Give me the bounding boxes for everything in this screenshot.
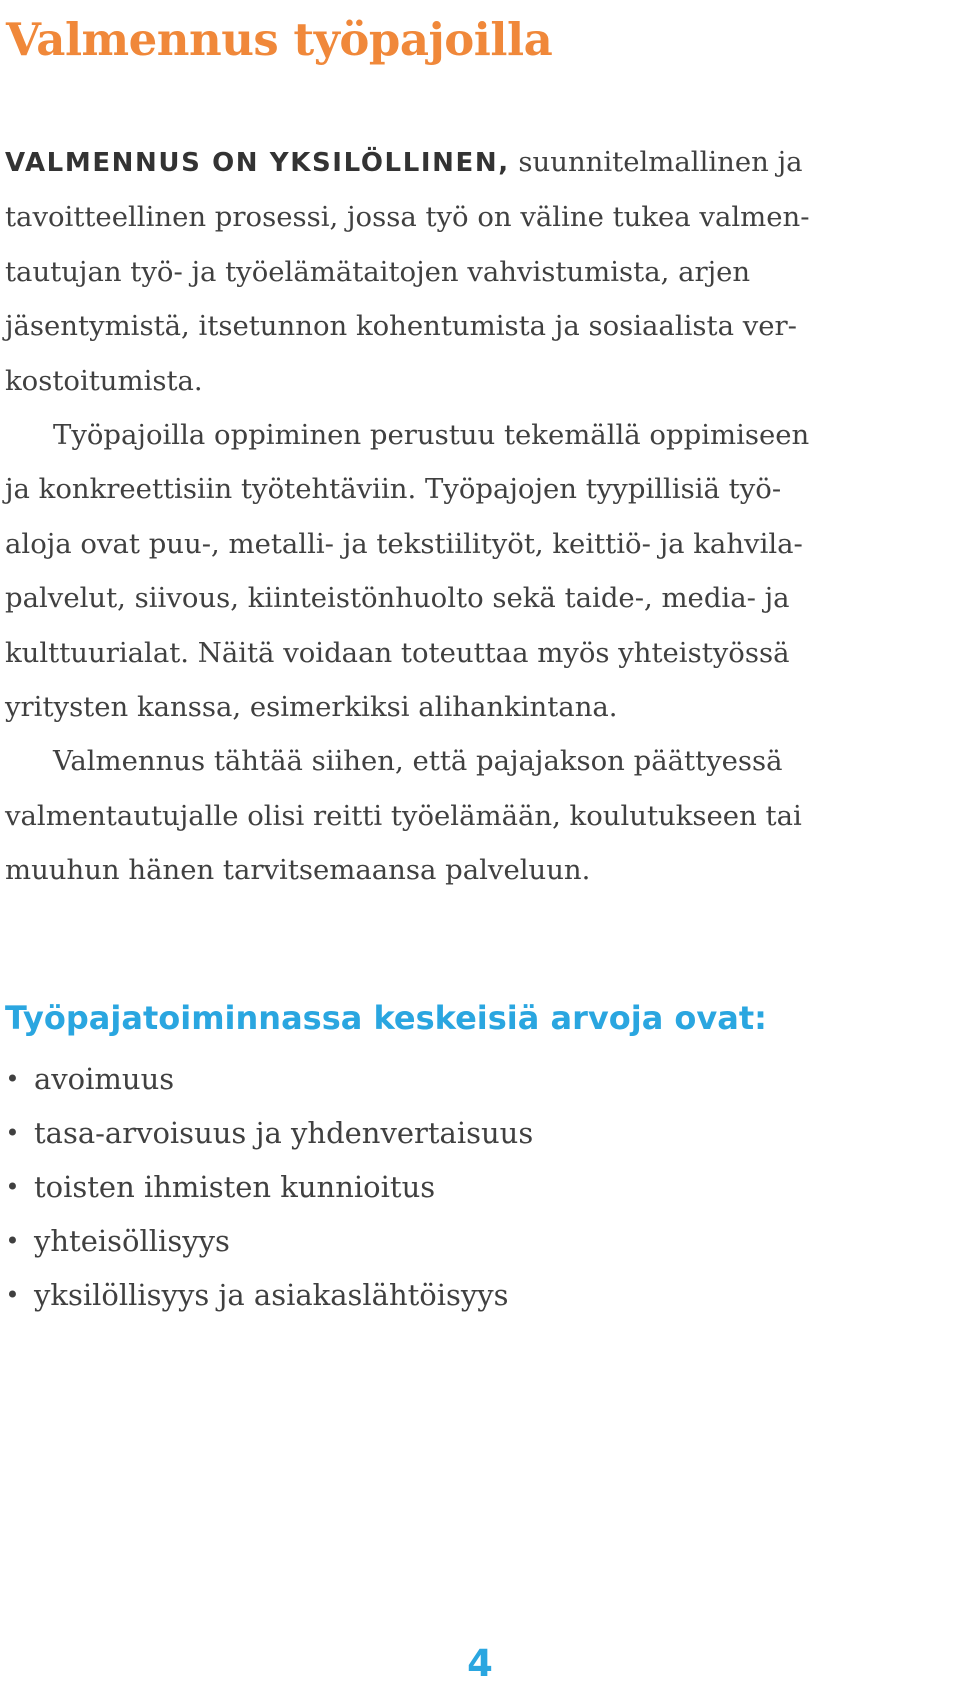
list-item bbox=[5, 1160, 955, 1214]
intro-line-4: jäsentymistä, itsetunnon kohentumista ja sosiaalista ver- bbox=[5, 310, 797, 343]
list-item bbox=[5, 1214, 955, 1268]
page-number: 4 bbox=[467, 1642, 493, 1685]
intro-line-2: tavoitteellinen prosessi, jossa työ on väline tukea valmen- bbox=[5, 201, 810, 234]
bullet-icon: • bbox=[5, 1173, 20, 1201]
intro-line-1 bbox=[5, 135, 955, 190]
values-heading: Työpajatoiminnassa keskeisiä arvoja ovat: bbox=[5, 999, 767, 1037]
intro-line-9: palvelut, siivous, kiinteistönhuolto sekä taide-, media- ja bbox=[5, 582, 790, 615]
list-item-text: toisten ihmisten kunnioitus bbox=[34, 1170, 436, 1204]
intro-paragraph bbox=[5, 135, 955, 898]
bullet-icon: • bbox=[5, 1281, 20, 1309]
intro-line-14: muuhun hänen tarvitsemaansa palveluun. bbox=[5, 854, 591, 887]
page-title: Valmennus työpajoilla bbox=[6, 13, 553, 66]
intro-line-10: kulttuurialat. Näitä voidaan toteuttaa myös yhteistyössä bbox=[5, 636, 790, 669]
intro-line-8: aloja ovat puu-, metalli- ja tekstiilityöt, keittiö- ja kahvila- bbox=[5, 527, 803, 560]
list-item-text: yhteisöllisyys bbox=[34, 1224, 230, 1258]
intro-line-1-text: suunnitelmallinen ja bbox=[509, 146, 803, 178]
intro-line-5: kostoitumista. bbox=[5, 364, 203, 397]
bullet-icon: • bbox=[5, 1227, 20, 1255]
list-item-text: avoimuus bbox=[34, 1062, 175, 1096]
intro-line-6: Työpajoilla oppiminen perustuu tekemällä oppimiseen bbox=[53, 419, 810, 452]
intro-line-12: Valmennus tähtää siihen, että pajajakson päättyessä bbox=[53, 745, 783, 778]
list-item bbox=[5, 1268, 955, 1322]
bullet-icon: • bbox=[5, 1065, 20, 1093]
values-list bbox=[5, 1052, 955, 1322]
intro-line-13: valmentautujalle olisi reitti työelämään, koulutukseen tai bbox=[5, 799, 802, 832]
list-item bbox=[5, 1106, 955, 1160]
list-item-text: tasa-arvoisuus ja yhdenvertaisuus bbox=[34, 1116, 534, 1150]
intro-line-7: ja konkreettisiin työtehtäviin. Työpajojen tyypillisiä työ- bbox=[5, 473, 782, 506]
intro-line-11: yritysten kanssa, esimerkiksi alihankintana. bbox=[5, 691, 618, 724]
intro-line-3: tautujan työ- ja työelämätaitojen vahvistumista, arjen bbox=[5, 255, 751, 288]
list-item-text: yksilöllisyys ja asiakaslähtöisyys bbox=[34, 1278, 509, 1312]
bullet-icon: • bbox=[5, 1119, 20, 1147]
list-item bbox=[5, 1052, 955, 1106]
intro-lead: VALMENNUS ON YKSILÖLLINEN, bbox=[5, 148, 510, 178]
